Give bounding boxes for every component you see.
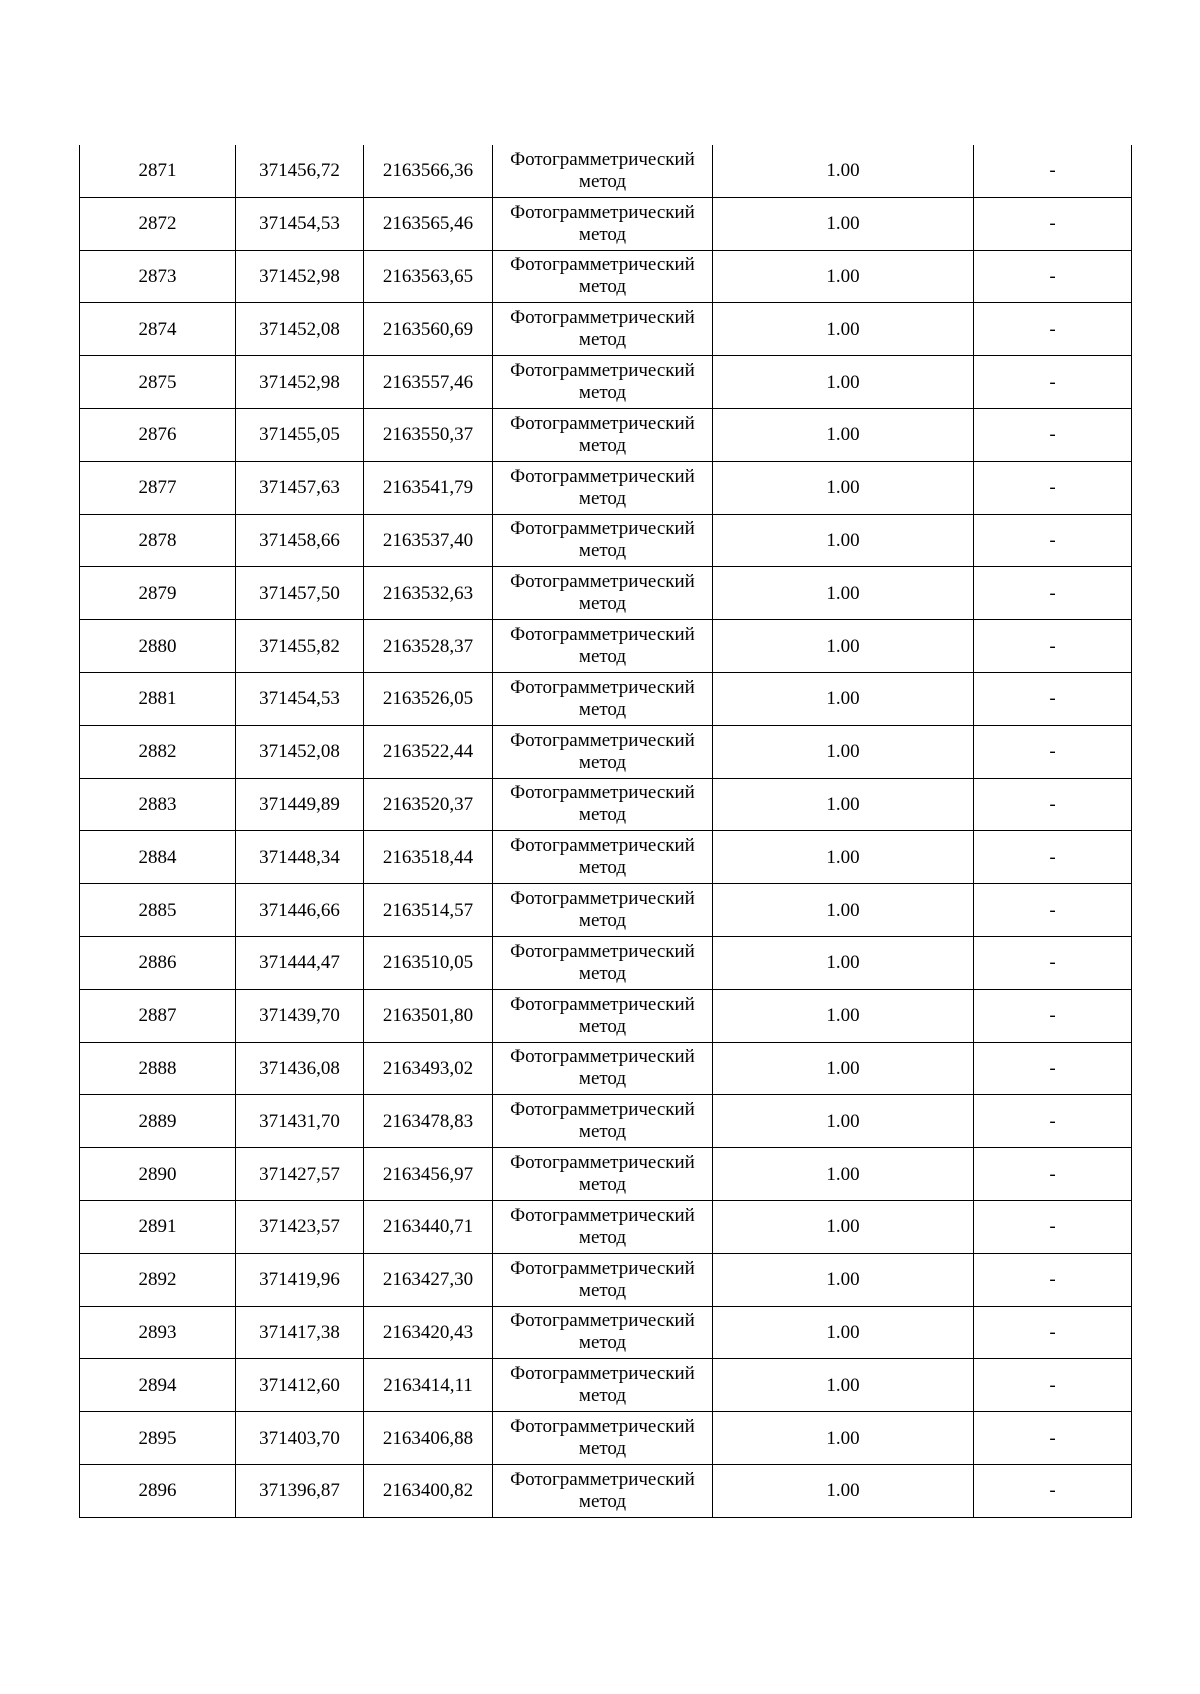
description-cell: - xyxy=(974,1412,1132,1465)
description-cell: - xyxy=(974,408,1132,461)
point-number-cell: 2887 xyxy=(80,989,236,1042)
method-text: Фотограмметрический метод xyxy=(510,1363,695,1407)
coord-y-cell: 2163537,40 xyxy=(364,514,493,567)
coord-x-cell: 371436,08 xyxy=(236,1042,364,1095)
method-text: Фотограмметрический метод xyxy=(510,1099,695,1143)
coord-y-cell: 2163560,69 xyxy=(364,303,493,356)
description-cell: - xyxy=(974,1042,1132,1095)
description-cell: - xyxy=(974,514,1132,567)
point-number-cell: 2877 xyxy=(80,461,236,514)
table-row xyxy=(80,303,1132,356)
table-row xyxy=(80,250,1132,303)
coord-x-cell: 371455,82 xyxy=(236,620,364,673)
method-text: Фотограмметрический метод xyxy=(510,1152,695,1196)
coord-x-cell: 371452,98 xyxy=(236,356,364,409)
method-text: Фотограмметрический метод xyxy=(510,1468,695,1512)
description-cell: - xyxy=(974,1464,1132,1517)
method-text: Фотограмметрический метод xyxy=(510,1204,695,1248)
table-row xyxy=(80,145,1132,197)
method-text: Фотограмметрический метод xyxy=(510,729,695,773)
method-text: Фотограмметрический метод xyxy=(510,360,695,404)
accuracy-cell: 1.00 xyxy=(713,1042,974,1095)
method-cell xyxy=(493,725,713,778)
description-cell: - xyxy=(974,1253,1132,1306)
accuracy-cell: 1.00 xyxy=(713,989,974,1042)
point-number-cell: 2896 xyxy=(80,1464,236,1517)
table-row xyxy=(80,1412,1132,1465)
accuracy-cell: 1.00 xyxy=(713,1200,974,1253)
coord-y-cell: 2163501,80 xyxy=(364,989,493,1042)
accuracy-cell: 1.00 xyxy=(713,408,974,461)
table-row xyxy=(80,1306,1132,1359)
accuracy-cell: 1.00 xyxy=(713,1464,974,1517)
point-number-cell: 2880 xyxy=(80,620,236,673)
coord-y-cell: 2163528,37 xyxy=(364,620,493,673)
coord-x-cell: 371456,72 xyxy=(236,145,364,197)
coord-x-cell: 371452,08 xyxy=(236,725,364,778)
method-text: Фотограмметрический метод xyxy=(510,518,695,562)
method-cell xyxy=(493,250,713,303)
method-cell xyxy=(493,936,713,989)
method-text: Фотограмметрический метод xyxy=(510,624,695,668)
accuracy-cell: 1.00 xyxy=(713,567,974,620)
method-text: Фотограмметрический метод xyxy=(510,571,695,615)
coord-y-cell: 2163514,57 xyxy=(364,884,493,937)
method-cell xyxy=(493,356,713,409)
coord-y-cell: 2163456,97 xyxy=(364,1148,493,1201)
method-text: Фотограмметрический метод xyxy=(510,940,695,984)
accuracy-cell: 1.00 xyxy=(713,303,974,356)
description-cell: - xyxy=(974,725,1132,778)
accuracy-cell: 1.00 xyxy=(713,672,974,725)
accuracy-cell: 1.00 xyxy=(713,145,974,197)
accuracy-cell: 1.00 xyxy=(713,620,974,673)
point-number-cell: 2883 xyxy=(80,778,236,831)
table-row xyxy=(80,356,1132,409)
point-number-cell: 2873 xyxy=(80,250,236,303)
point-number-cell: 2893 xyxy=(80,1306,236,1359)
description-cell: - xyxy=(974,250,1132,303)
coord-y-cell: 2163522,44 xyxy=(364,725,493,778)
method-text: Фотограмметрический метод xyxy=(510,676,695,720)
table-row xyxy=(80,884,1132,937)
method-cell xyxy=(493,1412,713,1465)
table-row xyxy=(80,778,1132,831)
coord-x-cell: 371448,34 xyxy=(236,831,364,884)
accuracy-cell: 1.00 xyxy=(713,356,974,409)
coord-x-cell: 371427,57 xyxy=(236,1148,364,1201)
method-text: Фотограмметрический метод xyxy=(510,1046,695,1090)
method-text: Фотограмметрический метод xyxy=(510,782,695,826)
method-cell xyxy=(493,303,713,356)
accuracy-cell: 1.00 xyxy=(713,778,974,831)
description-cell: - xyxy=(974,1095,1132,1148)
accuracy-cell: 1.00 xyxy=(713,1095,974,1148)
method-cell xyxy=(493,1306,713,1359)
table-row xyxy=(80,1095,1132,1148)
coord-y-cell: 2163440,71 xyxy=(364,1200,493,1253)
coord-y-cell: 2163563,65 xyxy=(364,250,493,303)
method-cell xyxy=(493,1042,713,1095)
description-cell: - xyxy=(974,567,1132,620)
coord-y-cell: 2163478,83 xyxy=(364,1095,493,1148)
coord-x-cell: 371403,70 xyxy=(236,1412,364,1465)
accuracy-cell: 1.00 xyxy=(713,1148,974,1201)
method-text: Фотограмметрический метод xyxy=(510,254,695,298)
method-cell xyxy=(493,1359,713,1412)
accuracy-cell: 1.00 xyxy=(713,514,974,567)
point-number-cell: 2886 xyxy=(80,936,236,989)
coord-y-cell: 2163557,46 xyxy=(364,356,493,409)
method-cell xyxy=(493,989,713,1042)
accuracy-cell: 1.00 xyxy=(713,725,974,778)
coord-y-cell: 2163427,30 xyxy=(364,1253,493,1306)
accuracy-cell: 1.00 xyxy=(713,1253,974,1306)
accuracy-cell: 1.00 xyxy=(713,1359,974,1412)
point-number-cell: 2892 xyxy=(80,1253,236,1306)
accuracy-cell: 1.00 xyxy=(713,884,974,937)
coord-x-cell: 371439,70 xyxy=(236,989,364,1042)
method-cell xyxy=(493,1148,713,1201)
point-number-cell: 2875 xyxy=(80,356,236,409)
coordinates-table-body xyxy=(80,145,1132,1517)
coord-x-cell: 371396,87 xyxy=(236,1464,364,1517)
table-row xyxy=(80,514,1132,567)
coord-y-cell: 2163532,63 xyxy=(364,567,493,620)
method-cell xyxy=(493,1253,713,1306)
point-number-cell: 2894 xyxy=(80,1359,236,1412)
description-cell: - xyxy=(974,936,1132,989)
accuracy-cell: 1.00 xyxy=(713,461,974,514)
method-text: Фотограмметрический метод xyxy=(510,1257,695,1301)
point-number-cell: 2895 xyxy=(80,1412,236,1465)
table-row xyxy=(80,831,1132,884)
coord-x-cell: 371458,66 xyxy=(236,514,364,567)
point-number-cell: 2885 xyxy=(80,884,236,937)
description-cell: - xyxy=(974,356,1132,409)
method-text: Фотограмметрический метод xyxy=(510,1310,695,1354)
coord-x-cell: 371454,53 xyxy=(236,197,364,250)
accuracy-cell: 1.00 xyxy=(713,831,974,884)
table-row xyxy=(80,1042,1132,1095)
coord-y-cell: 2163520,37 xyxy=(364,778,493,831)
coord-x-cell: 371444,47 xyxy=(236,936,364,989)
method-text: Фотограмметрический метод xyxy=(510,1416,695,1460)
method-text: Фотограмметрический метод xyxy=(510,465,695,509)
coord-x-cell: 371455,05 xyxy=(236,408,364,461)
coord-x-cell: 371452,98 xyxy=(236,250,364,303)
accuracy-cell: 1.00 xyxy=(713,1306,974,1359)
point-number-cell: 2890 xyxy=(80,1148,236,1201)
point-number-cell: 2881 xyxy=(80,672,236,725)
description-cell: - xyxy=(974,1148,1132,1201)
description-cell: - xyxy=(974,1359,1132,1412)
coord-y-cell: 2163566,36 xyxy=(364,145,493,197)
coordinates-table xyxy=(79,145,1132,1518)
accuracy-cell: 1.00 xyxy=(713,250,974,303)
point-number-cell: 2879 xyxy=(80,567,236,620)
coord-x-cell: 371417,38 xyxy=(236,1306,364,1359)
method-cell xyxy=(493,884,713,937)
coord-y-cell: 2163510,05 xyxy=(364,936,493,989)
point-number-cell: 2872 xyxy=(80,197,236,250)
method-cell xyxy=(493,1095,713,1148)
point-number-cell: 2876 xyxy=(80,408,236,461)
coord-y-cell: 2163414,11 xyxy=(364,1359,493,1412)
point-number-cell: 2884 xyxy=(80,831,236,884)
accuracy-cell: 1.00 xyxy=(713,936,974,989)
table-row xyxy=(80,989,1132,1042)
coord-x-cell: 371452,08 xyxy=(236,303,364,356)
coord-x-cell: 371431,70 xyxy=(236,1095,364,1148)
table-row xyxy=(80,1359,1132,1412)
coord-x-cell: 371457,63 xyxy=(236,461,364,514)
table-row xyxy=(80,1464,1132,1517)
coord-y-cell: 2163526,05 xyxy=(364,672,493,725)
method-cell xyxy=(493,197,713,250)
coord-y-cell: 2163518,44 xyxy=(364,831,493,884)
coord-x-cell: 371449,89 xyxy=(236,778,364,831)
method-cell xyxy=(493,778,713,831)
method-text: Фотограмметрический метод xyxy=(510,148,695,192)
coord-x-cell: 371412,60 xyxy=(236,1359,364,1412)
table-row xyxy=(80,1148,1132,1201)
point-number-cell: 2871 xyxy=(80,145,236,197)
coord-x-cell: 371423,57 xyxy=(236,1200,364,1253)
coord-y-cell: 2163420,43 xyxy=(364,1306,493,1359)
method-text: Фотограмметрический метод xyxy=(510,835,695,879)
table-row xyxy=(80,725,1132,778)
description-cell: - xyxy=(974,831,1132,884)
point-number-cell: 2878 xyxy=(80,514,236,567)
accuracy-cell: 1.00 xyxy=(713,1412,974,1465)
method-cell xyxy=(493,620,713,673)
accuracy-cell: 1.00 xyxy=(713,197,974,250)
coord-y-cell: 2163400,82 xyxy=(364,1464,493,1517)
table-row xyxy=(80,197,1132,250)
method-cell xyxy=(493,461,713,514)
table-row xyxy=(80,408,1132,461)
method-cell xyxy=(493,145,713,197)
description-cell: - xyxy=(974,197,1132,250)
point-number-cell: 2889 xyxy=(80,1095,236,1148)
coord-y-cell: 2163565,46 xyxy=(364,197,493,250)
point-number-cell: 2891 xyxy=(80,1200,236,1253)
method-cell xyxy=(493,831,713,884)
table-row xyxy=(80,567,1132,620)
method-text: Фотограмметрический метод xyxy=(510,993,695,1037)
method-cell xyxy=(493,672,713,725)
method-cell xyxy=(493,1200,713,1253)
method-text: Фотограмметрический метод xyxy=(510,307,695,351)
table-row xyxy=(80,936,1132,989)
method-text: Фотограмметрический метод xyxy=(510,888,695,932)
table-row xyxy=(80,1200,1132,1253)
coord-x-cell: 371419,96 xyxy=(236,1253,364,1306)
method-text: Фотограмметрический метод xyxy=(510,201,695,245)
description-cell: - xyxy=(974,1200,1132,1253)
coord-y-cell: 2163406,88 xyxy=(364,1412,493,1465)
description-cell: - xyxy=(974,778,1132,831)
coord-y-cell: 2163493,02 xyxy=(364,1042,493,1095)
method-cell xyxy=(493,1464,713,1517)
coord-x-cell: 371446,66 xyxy=(236,884,364,937)
method-cell xyxy=(493,408,713,461)
description-cell: - xyxy=(974,989,1132,1042)
point-number-cell: 2888 xyxy=(80,1042,236,1095)
description-cell: - xyxy=(974,461,1132,514)
document-page xyxy=(79,145,1131,1518)
coord-y-cell: 2163550,37 xyxy=(364,408,493,461)
table-row xyxy=(80,461,1132,514)
point-number-cell: 2874 xyxy=(80,303,236,356)
description-cell: - xyxy=(974,884,1132,937)
description-cell: - xyxy=(974,672,1132,725)
description-cell: - xyxy=(974,303,1132,356)
table-row xyxy=(80,1253,1132,1306)
table-row xyxy=(80,672,1132,725)
point-number-cell: 2882 xyxy=(80,725,236,778)
description-cell: - xyxy=(974,620,1132,673)
table-row xyxy=(80,620,1132,673)
description-cell: - xyxy=(974,1306,1132,1359)
method-cell xyxy=(493,567,713,620)
coord-y-cell: 2163541,79 xyxy=(364,461,493,514)
method-text: Фотограмметрический метод xyxy=(510,412,695,456)
method-cell xyxy=(493,514,713,567)
coord-x-cell: 371457,50 xyxy=(236,567,364,620)
coord-x-cell: 371454,53 xyxy=(236,672,364,725)
description-cell: - xyxy=(974,145,1132,197)
